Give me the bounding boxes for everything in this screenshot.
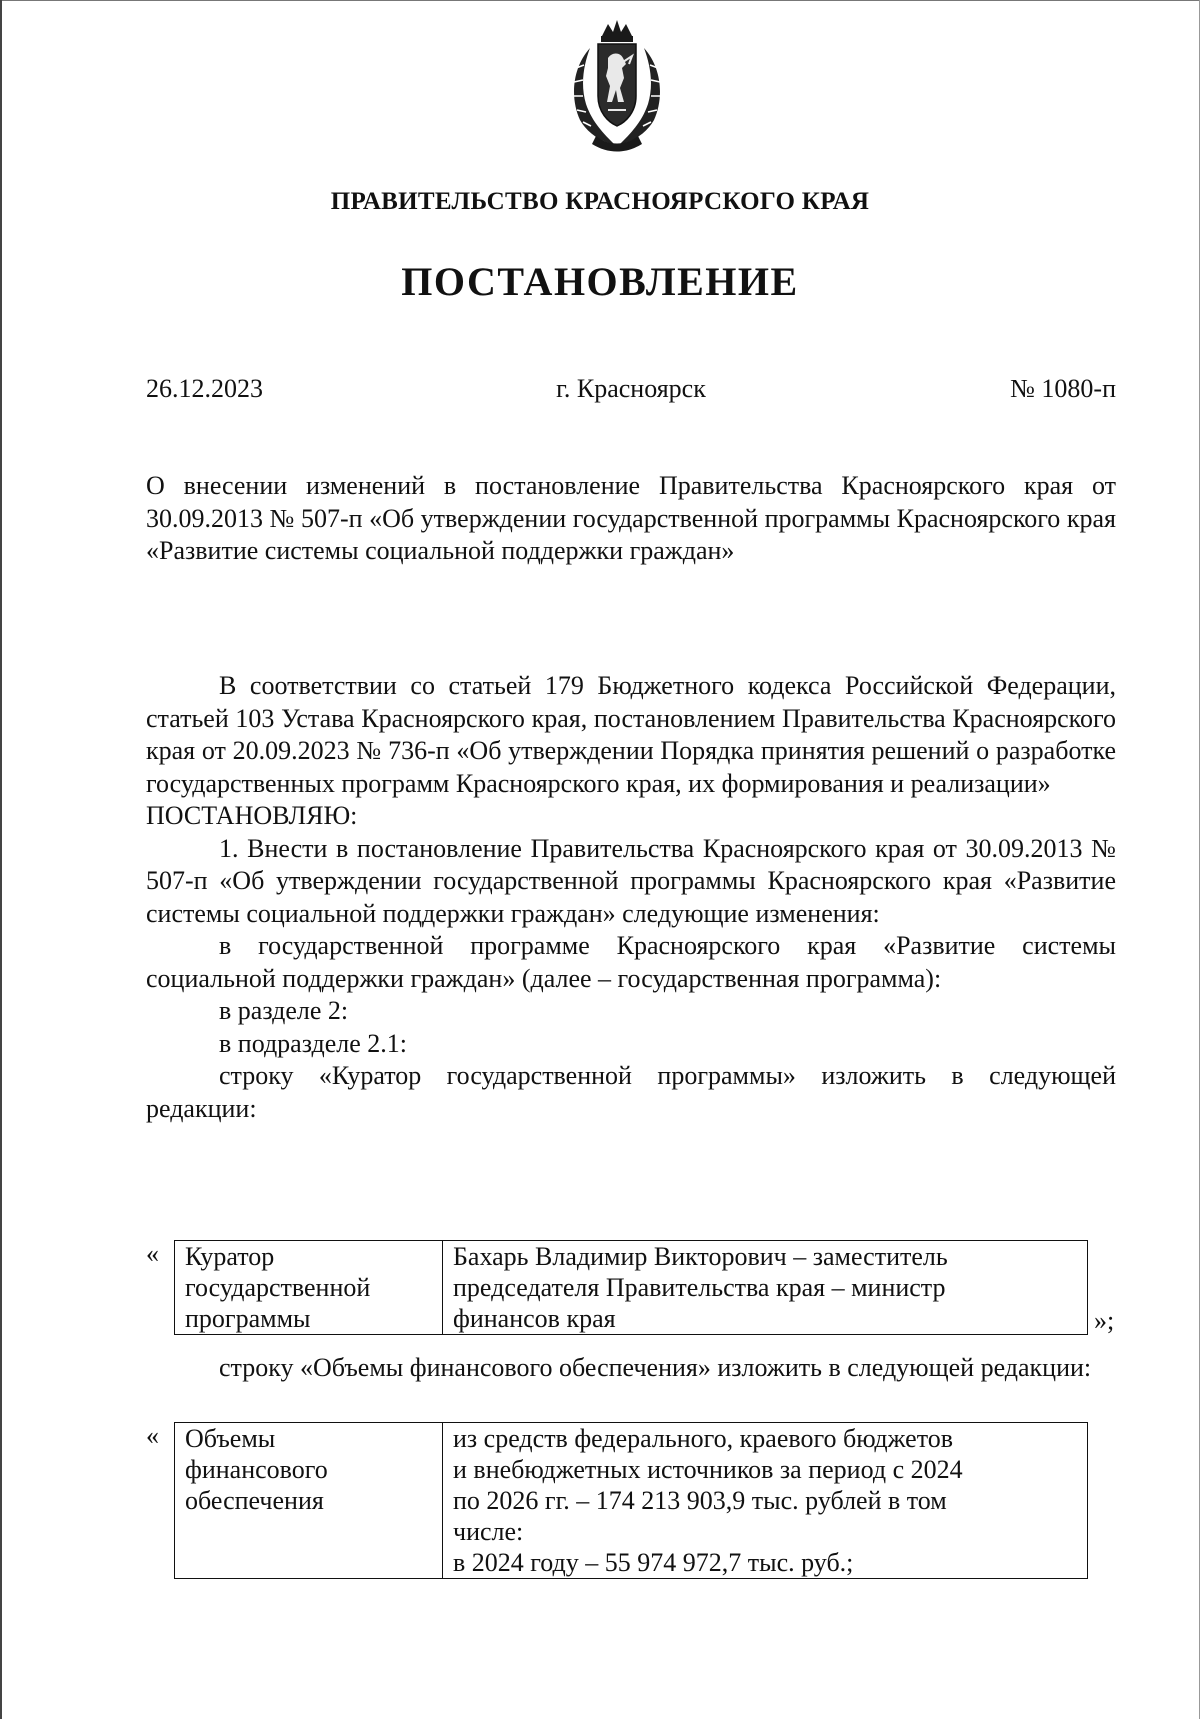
cell-line: из средств федерального, краевого бюджетов [453,1424,954,1453]
scan-edge-top [0,0,1200,1]
subitem-funding-line: строку «Объемы финансового обеспечения» изложить в следующей редакции: [219,1353,1092,1382]
table-row [175,1423,1088,1579]
curator-value-cell [443,1241,1088,1335]
table-row [175,1241,1088,1335]
funding-instruction [146,1352,1116,1385]
cell-line: Бахарь Владимир Викторович – заместитель [453,1242,948,1271]
subitem-curator-line: строку «Куратор государственной программы» изложить в следующей редакции: [146,1061,1116,1123]
close-quote-mark: »; [1094,1306,1115,1335]
funding-replacement-row [146,1420,1126,1585]
cell-line: председателя Правительства края – министр [453,1273,946,1302]
subitem-program-paragraph: в государственной программе Красноярского края «Развитие системы социальной поддержки граждан» (далее – государственная программа): [146,931,1116,993]
cell-line: обеспечения [185,1486,324,1515]
cell-line: Куратор [185,1242,275,1271]
government-title: ПРАВИТЕЛЬСТВО КРАСНОЯРСКОГО КРАЯ [330,188,870,215]
cell-line: по 2026 гг. – 174 213 903,9 тыс. рублей в том [453,1486,947,1515]
funding-value-cell [443,1423,1088,1579]
krasnoyarsk-coat-of-arms-icon [568,18,666,153]
document-date: 26.12.2023 [146,374,263,403]
cell-line: и внебюджетных источников за период с 2024 [453,1455,963,1484]
cell-line: финансового [185,1455,328,1484]
cell-line: в 2024 году – 55 974 972,7 тыс. руб.; [453,1548,854,1577]
cell-line: финансов края [453,1304,616,1333]
item-1-paragraph: 1. Внести в постановление Правительства Красноярского края от 30.09.2013 № 507-п «Об утверждении государственной программы Красноярского края «Развитие системы социальной поддержки граждан» следующие изменения: [146,833,1116,928]
subitem-section-2: в разделе 2: [219,996,349,1025]
document-subject [146,470,1116,568]
open-quote-mark: « [146,1239,159,1268]
cell-line: Объемы [185,1424,276,1453]
document-city: г. Красноярск [556,374,706,403]
preamble-paragraph: В соответствии со статьей 179 Бюджетного кодекса Российской Федерации, статьей 103 Устава Красноярского края, постановлением Правительства Красноярского края от 20.09.2023 № 736-п «Об утверждении Порядка принятия решений о разработке государственных программ Красноярского края, их формирования и реализации» [146,671,1116,798]
document-meta-row [146,374,1116,408]
funding-label-cell [175,1423,443,1579]
document-kind-title: ПОСТАНОВЛЕНИЕ [401,259,799,304]
document-number: № 1080-п [1010,374,1116,403]
curator-label-cell [175,1241,443,1335]
decree-word: ПОСТАНОВЛЯЮ: [146,801,358,830]
open-quote-mark: « [146,1421,159,1450]
cell-line: программы [185,1304,311,1333]
curator-replacement-row [146,1238,1126,1338]
subject-text: О внесении изменений в постановление Правительства Красноярского края от 30.09.2013 № 507-п «Об утверждении государственной программы Красноярского края «Развитие системы социальной поддержки граждан» [146,471,1116,565]
subitem-subsection-2-1: в подразделе 2.1: [219,1028,408,1058]
cell-line: государственной [185,1273,371,1302]
document-body [146,670,1116,1125]
funding-table [174,1422,1088,1579]
curator-table [174,1240,1088,1335]
cell-line: числе: [453,1517,524,1546]
